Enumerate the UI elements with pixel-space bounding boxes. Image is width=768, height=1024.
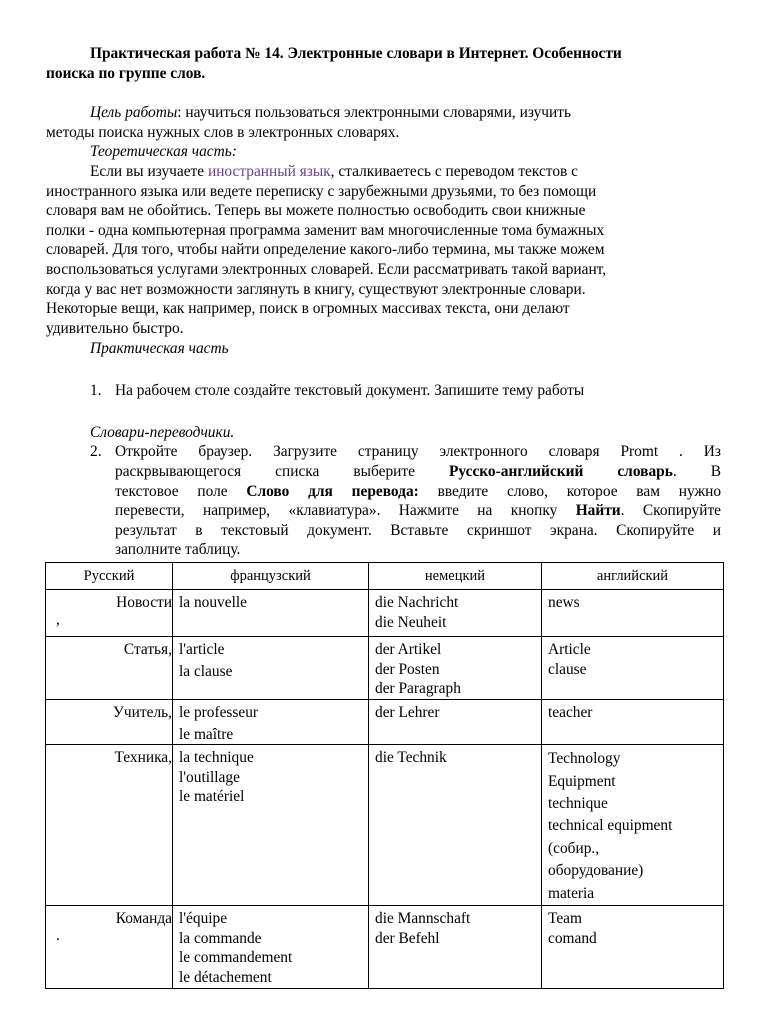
russian-word: Команда: [115, 910, 172, 928]
practice-label: Практическая часть: [90, 340, 229, 357]
row-mark: ,: [56, 611, 60, 628]
table-row: [46, 590, 724, 637]
russian-word: Техника,: [114, 749, 172, 767]
cell-english: [542, 590, 724, 637]
russian-word: Новости: [116, 594, 172, 611]
table-row: [46, 700, 724, 745]
cell-french: [173, 906, 369, 989]
item-2-text: . Скопируйте: [620, 502, 722, 519]
english-word: оборудование): [548, 862, 644, 880]
german-word: die Technik: [375, 749, 447, 767]
french-word: la nouvelle: [179, 594, 247, 611]
english-word: clause: [548, 660, 587, 678]
row-mark: .: [56, 927, 60, 945]
german-word: der Posten: [375, 660, 440, 678]
theory-label: Теоретическая часть:: [90, 143, 237, 160]
english-word: technique: [548, 795, 608, 812]
english-word: technical equipment: [548, 817, 673, 835]
item-1-number: 1.: [90, 382, 102, 399]
dictionaries-label: Словари-переводчики.: [90, 424, 235, 441]
english-word: teacher: [548, 704, 593, 721]
goal-label: Цель работы: [90, 104, 178, 121]
theory-line-first: [90, 162, 578, 182]
french-word: l'équipe: [179, 910, 228, 928]
item-2-line-2: [115, 462, 721, 482]
cell-russian: [46, 745, 173, 906]
cell-english: [542, 745, 724, 906]
item-2-number: 2.: [90, 443, 102, 460]
theory-line: воспользоваться услугами электронных словарей. Если рассматривать такой вариант,: [46, 261, 607, 278]
header-german: немецкий: [369, 563, 542, 590]
item-2-line-4: [115, 501, 721, 521]
french-word: le détachement: [179, 968, 272, 986]
french-word: le professeur: [179, 704, 259, 721]
item-2-text: введите слово, которое вам нужно: [418, 483, 722, 500]
german-word: der Lehrer: [375, 704, 440, 721]
cell-french: [173, 590, 369, 637]
english-word: materia: [548, 884, 595, 902]
theory-line: иностранного языка или ведете переписку с зарубежными друзьями, то без помощи: [46, 183, 597, 200]
dictionary-option: Русско-английский словарь: [448, 463, 673, 480]
german-word: die Neuheit: [375, 613, 447, 631]
foreign-language-link[interactable]: иностранный язык: [207, 163, 331, 180]
title-line-1: Практическая работа № 14. Электронные словари в Интернет. Особенности: [90, 45, 622, 62]
title-line-2: поиска по группе слов.: [46, 65, 206, 82]
french-word: le commandement: [179, 949, 293, 967]
theory-post: , сталкиваетесь с переводом текстов с: [330, 163, 578, 180]
item-2-line-3: [115, 482, 721, 502]
theory-line: словаря вам не обойтись. Теперь вы можете полностью освободить свои книжные: [46, 202, 586, 219]
item-2-text: текстовое поле: [115, 483, 247, 500]
goal-text-2: методы поиска нужных слов в электронных словарях.: [46, 124, 400, 141]
cell-french: [173, 637, 369, 700]
theory-line: полки - одна компьютерная программа заменит вам многочисленные тома бумажных: [46, 222, 605, 239]
theory-line: Некоторые вещи, как например, поиск в огромных массивах текста, они делают: [46, 300, 570, 317]
french-word: la technique: [179, 749, 254, 767]
german-word: die Nachricht: [375, 594, 459, 611]
english-word: (собир.,: [548, 839, 600, 857]
english-word: Technology: [548, 750, 621, 768]
cell-english: [542, 637, 724, 700]
item-2-text: раскрвывающегося списка выберите: [115, 463, 449, 480]
french-word: l'article: [179, 641, 225, 658]
russian-word: Учитель,: [113, 704, 172, 721]
item-2-text: . В: [672, 463, 721, 480]
cell-english: [542, 906, 724, 989]
theory-pre: Если вы изучаете: [90, 163, 208, 180]
german-word: der Befehl: [375, 929, 440, 947]
french-word: le maître: [179, 725, 234, 743]
cell-russian: [46, 590, 173, 637]
german-word: der Artikel: [375, 641, 442, 658]
cell-russian: [46, 637, 173, 700]
item-2-line-6: заполните таблицу.: [115, 541, 241, 558]
english-word: Article: [548, 641, 591, 658]
english-word: news: [548, 594, 580, 611]
cell-french: [173, 700, 369, 745]
french-word: la clause: [179, 662, 233, 680]
table-header-row: [46, 563, 724, 590]
field-name: Слово для перевода:: [246, 483, 419, 500]
french-word: l'outillage: [179, 768, 240, 786]
cell-german: [369, 906, 542, 989]
header-french: французский: [173, 563, 369, 590]
cell-russian: [46, 700, 173, 745]
english-word: Equipment: [548, 772, 616, 790]
english-word: Team: [548, 910, 582, 928]
cell-german: [369, 700, 542, 745]
item-1-text: На рабочем столе создайте текстовый документ. Запишите тему работы: [115, 382, 585, 399]
german-word: der Paragraph: [375, 680, 461, 698]
cell-russian: [46, 906, 173, 989]
cell-french: [173, 745, 369, 906]
table-row: [46, 906, 724, 989]
theory-line: когда у вас нет возможности заглянуть в книгу, существуют электронные словари.: [46, 281, 586, 298]
goal-line: [90, 103, 571, 123]
translation-table: [45, 562, 724, 989]
french-word: le matériel: [179, 788, 245, 806]
cell-german: [369, 590, 542, 637]
german-word: die Mannschaft: [375, 910, 471, 928]
french-word: la commande: [179, 929, 262, 947]
item-2-text: перевести, например, «клавиатура». Нажмите на кнопку: [115, 502, 576, 519]
russian-word: Статья,: [123, 641, 172, 658]
table-row: [46, 637, 724, 700]
item-2-line-5: результат в текстовый документ. Вставьте скриншот экрана. Скопируйте и: [115, 522, 721, 539]
header-russian: Русский: [46, 563, 173, 590]
button-name: Найти: [575, 502, 621, 519]
english-word: comand: [548, 929, 597, 947]
header-english: английский: [542, 563, 724, 590]
cell-english: [542, 700, 724, 745]
item-2-line-1: Откройте браузер. Загрузите страницу электронного словаря Promt . Из: [115, 443, 721, 460]
table-row: [46, 745, 724, 906]
theory-line: удивительно быстро.: [46, 320, 184, 337]
cell-german: [369, 745, 542, 906]
cell-german: [369, 637, 542, 700]
theory-line: словарей. Для того, чтобы найти определение какого-либо термина, мы также можем: [46, 241, 605, 258]
goal-text-1: : научиться пользоваться электронными словарями, изучить: [177, 104, 572, 121]
